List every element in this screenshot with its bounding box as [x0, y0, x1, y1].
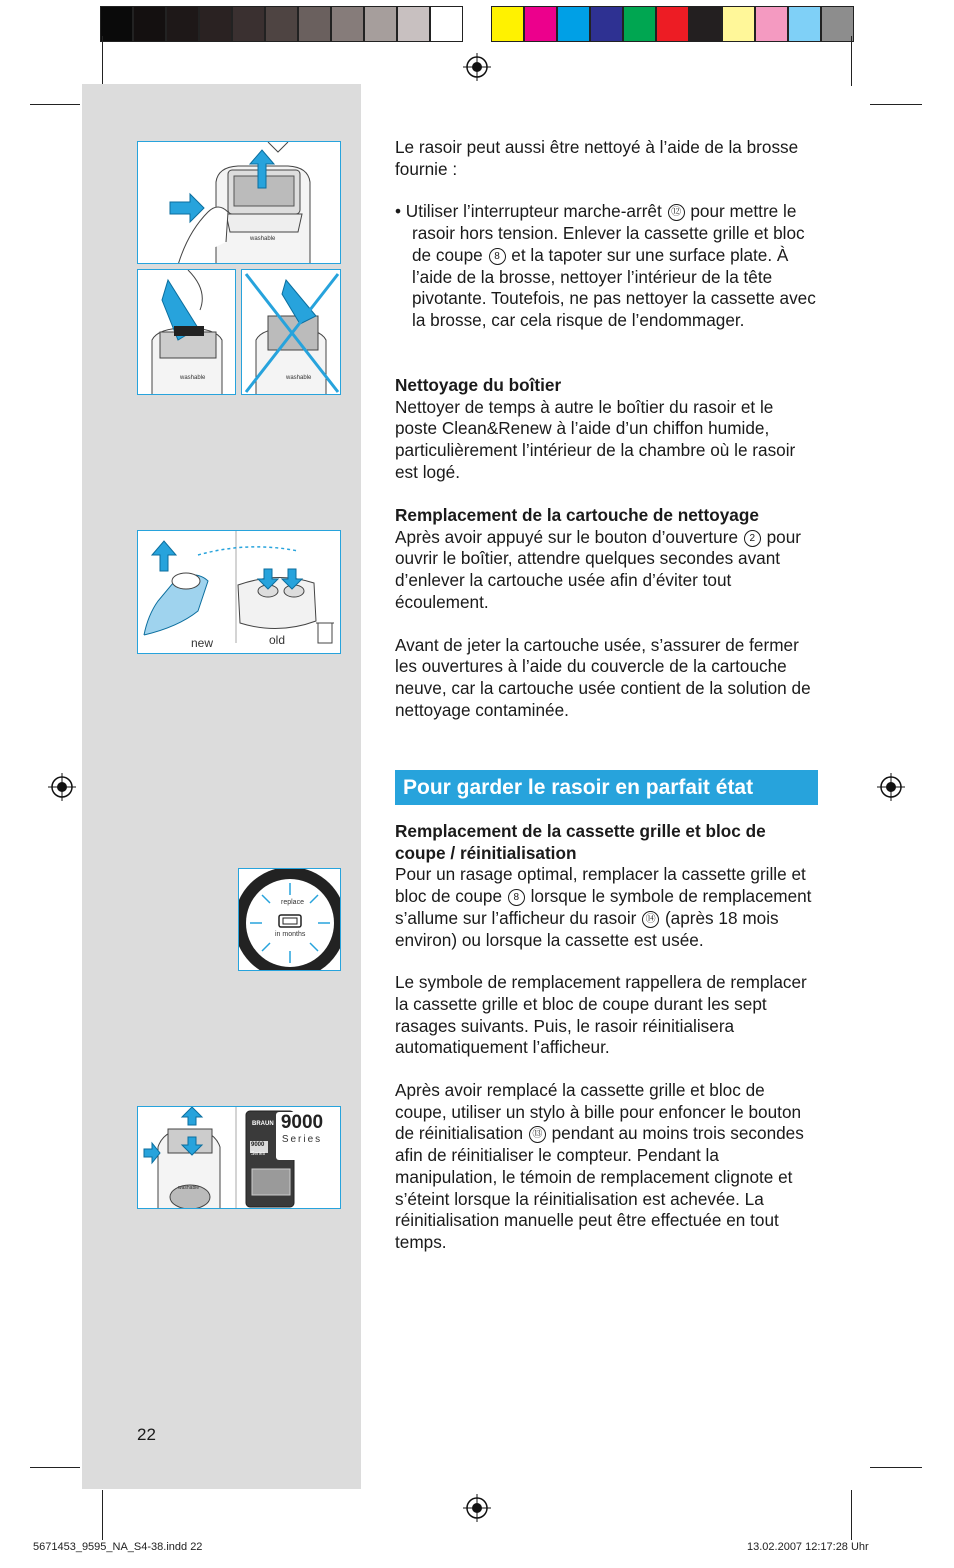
cleaning-brush-section — [395, 137, 820, 332]
brand-logo: BRAUN — [252, 1121, 274, 1127]
process-swatch — [524, 6, 557, 42]
bullet-brush-cleaning: • Utiliser l’interrupteur marche-arrêt ⑫ pour mettre le rasoir hors tension. Enlever la cassette grille et bloc de coupe 8 et la tapoter sur une surface plate. À l’aide de la brosse, nettoyer l’intérieur de la tête pivotante. Toutefois, ne pas nettoyer la cassette avec la brosse, car cela risque de l’endommager. — [395, 201, 816, 330]
crop-mark — [851, 36, 852, 86]
process-swatch — [491, 6, 524, 42]
replace-dial-illustration — [239, 869, 341, 971]
ref-12: ⑫ — [668, 204, 685, 221]
washable-label: washable — [250, 236, 276, 242]
cartridge-text: Après avoir appuyé sur le bouton d’ouverture 2 pour ouvrir le boîtier, attendre quelques secondes avant d’enlever la cartouche usée afin d’éviter tout écoulement. — [395, 526, 801, 612]
figure-no-brush-on-cassette — [241, 269, 341, 395]
cartridge-illustration — [138, 531, 341, 654]
ref-8: 8 — [489, 248, 506, 265]
ref-8b: 8 — [508, 889, 525, 906]
registration-mark — [877, 773, 905, 801]
pack-model-small: 9000 — [251, 1142, 265, 1148]
ref-14: ⑭ — [642, 911, 659, 928]
swatch-gap — [463, 6, 491, 42]
process-swatch — [755, 6, 788, 42]
dial-replace-label: replace — [281, 899, 304, 906]
gray-swatch — [232, 6, 265, 42]
figure-brush-cleaning — [137, 269, 236, 395]
page-number: 22 — [137, 1425, 156, 1444]
crop-mark — [102, 36, 103, 86]
slug-timestamp: 13.02.2007 12:17:28 Uhr — [747, 1541, 869, 1553]
replace-text: Pour un rasage optimal, remplacer la cassette grille et bloc de coupe 8 lorsque le symbole de remplacement s’allume sur l’afficheur du rasoir ⑭ (après 18 mois environ) ou lorsque la cassette est usée. — [395, 864, 812, 950]
figure-cartridge-replacement — [137, 530, 341, 654]
process-swatch — [590, 6, 623, 42]
gray-swatch — [265, 6, 298, 42]
gray-swatch — [397, 6, 430, 42]
crop-mark — [102, 1490, 103, 1540]
color-calibration-bar — [100, 6, 854, 42]
housing-cleaning-section — [395, 375, 820, 484]
slug-filename: 5671453_9595_NA_S4-38.indd 22 — [33, 1541, 203, 1553]
process-swatch — [557, 6, 590, 42]
process-swatch — [821, 6, 854, 42]
housing-title: Nettoyage du boîtier — [395, 375, 562, 395]
process-swatch — [689, 6, 722, 42]
gray-swatch — [166, 6, 199, 42]
replace-text-2: Le symbole de remplacement rappellera de remplacer la cassette grille et bloc de coupe durant les sept rasages suivants. Puis, le rasoir réinitialisera automatiquement l’afficheur. — [395, 972, 807, 1058]
replace-title: Remplacement de la cassette grille et bloc de coupe / réinitialisation — [395, 821, 766, 863]
cartridge-section — [395, 505, 820, 721]
ref-13: ⑬ — [529, 1126, 546, 1143]
badge-model: 9000 — [280, 1112, 324, 1133]
intro-paragraph: Le rasoir peut aussi être nettoyé à l’aide de la brosse fournie : — [395, 137, 799, 179]
washable-label: washable — [178, 1185, 200, 1191]
gray-swatch — [298, 6, 331, 42]
cartridge-text-2: Avant de jeter la cartouche usée, s’assurer de fermer les ouvertures à l’aide du couvercle de la cartouche neuve, car la cartouche usée contient de la solution de nettoyage contaminée. — [395, 634, 811, 720]
pack-series-small: Series — [251, 1151, 266, 1157]
figure-replace-symbol — [238, 868, 341, 971]
washable-label: washable — [180, 375, 206, 381]
section-heading: Pour garder le rasoir en parfait état — [395, 770, 818, 805]
gray-swatch — [133, 6, 166, 42]
ref-2: 2 — [744, 530, 761, 547]
gray-swatch — [364, 6, 397, 42]
crop-mark — [30, 104, 80, 105]
dial-months-label: in months — [275, 931, 306, 938]
cartridge-title: Remplacement de la cartouche de nettoyage — [395, 505, 759, 525]
gray-swatch — [430, 6, 463, 42]
registration-mark — [463, 1494, 491, 1522]
gray-swatch — [331, 6, 364, 42]
crop-mark — [870, 1467, 922, 1468]
process-swatch — [656, 6, 689, 42]
process-swatch — [623, 6, 656, 42]
washable-label: washable — [286, 375, 312, 381]
process-swatch — [722, 6, 755, 42]
process-swatch — [788, 6, 821, 42]
registration-mark — [463, 53, 491, 81]
crop-mark — [851, 1490, 852, 1540]
reset-text: Après avoir remplacé la cassette grille et bloc de coupe, utiliser un stylo à bille pour enfoncer le bouton de réinitialisation ⑬ pendant au moins trois secondes afin de réinitialiser le compteur. Pendant la manipulation, le témoin de remplacement clignote et s’éteint lorsque la réinitialisation est achevée. La réinitialisation manuelle peut être effectuée en tout temps. — [395, 1080, 804, 1252]
series-badge — [276, 1112, 328, 1160]
gray-swatch — [199, 6, 232, 42]
registration-mark — [48, 773, 76, 801]
housing-text: Nettoyer de temps à autre le boîtier du rasoir et le poste Clean&Renew à l’aide d’un chiffon humide, particulièrement l’intérieur de la chambre où le rasoir est logé. — [395, 396, 796, 482]
gray-swatch — [100, 6, 133, 42]
replace-reset-section — [395, 821, 820, 1254]
figure-remove-cassette — [137, 141, 341, 264]
shaver-head-illustration — [138, 142, 341, 264]
label-new: new — [191, 636, 214, 650]
badge-series: Series — [281, 1134, 323, 1145]
label-old: old — [269, 633, 286, 647]
crop-mark — [870, 104, 922, 105]
crop-mark — [30, 1467, 80, 1468]
